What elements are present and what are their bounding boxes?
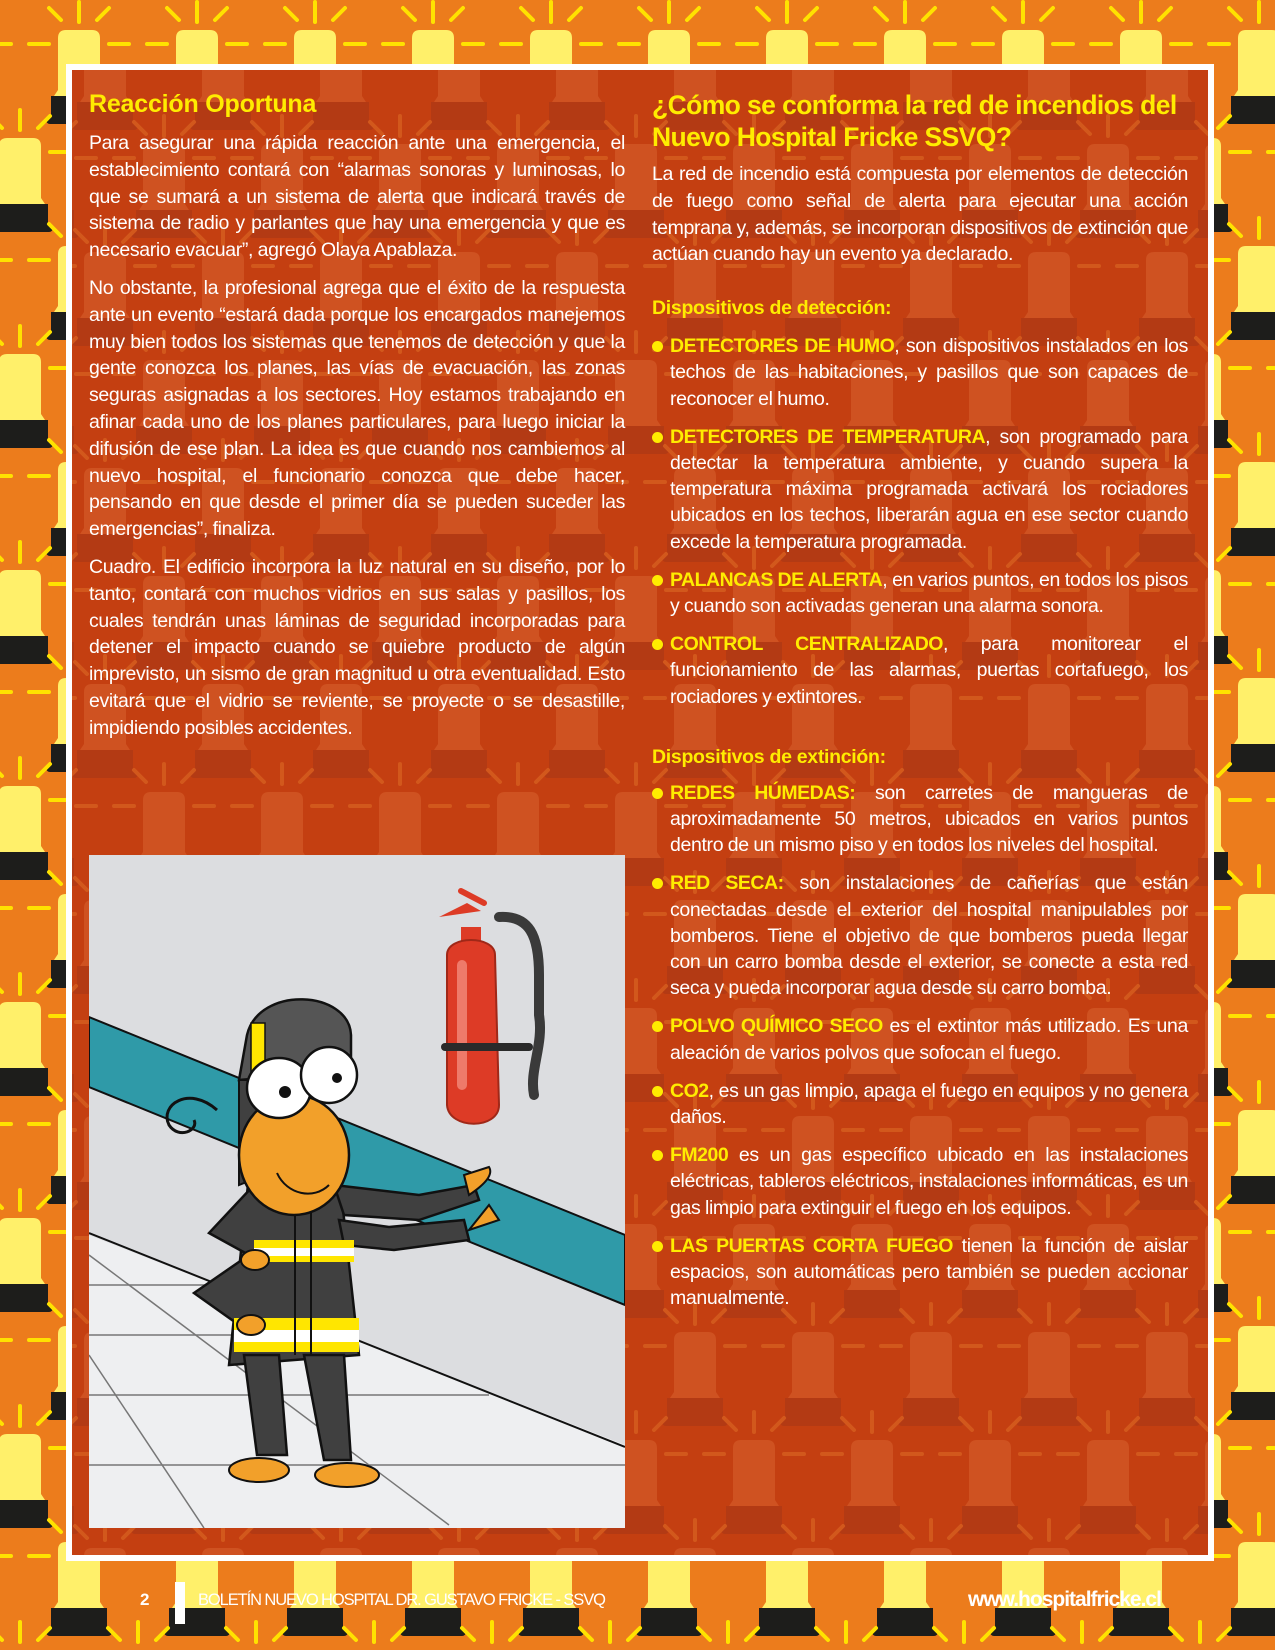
list-item	[652, 631, 1188, 710]
item-keyword: LAS PUERTAS CORTA FUEGO	[670, 1234, 953, 1257]
beacon-icon	[1268, 542, 1275, 664]
left-column	[89, 70, 625, 742]
list-item	[652, 567, 1188, 619]
beacon-icon	[0, 542, 70, 664]
beacon-icon	[822, 1412, 922, 1534]
beacon-icon	[0, 866, 11, 988]
beacon-icon	[1268, 974, 1275, 1096]
beacon-icon	[1209, 1082, 1275, 1204]
beacon-icon	[1268, 326, 1275, 448]
detection-list	[652, 333, 1188, 710]
extinction-list	[652, 780, 1188, 1312]
item-keyword: FM200	[670, 1144, 729, 1167]
beacon-icon	[0, 2, 11, 124]
item-text: es el extintor más utilizado. Es una aleación de varios polvos que sofocan el fuego.	[670, 1015, 1188, 1064]
beacon-icon	[1268, 758, 1275, 880]
beacon-icon	[0, 1406, 70, 1528]
beacon-icon	[1268, 1406, 1275, 1528]
item-keyword: PALANCAS DE ALERTA	[670, 568, 883, 591]
item-text: , son dispositivos instalados en los techos de las habitaciones, y pasillos que son capaces de reconocer el humo.	[670, 335, 1188, 410]
item-text: son instalaciones de cañerías que están conectadas desde el exterior del hospital manipulables por bomberos. Tiene el objetivo de que bomberos pueda llegar con un carro bomba desde el exterior, se conecte a esta red seca y pueda incorporar agua desde su carro bomba.	[670, 872, 1188, 1000]
beacon-icon	[1209, 434, 1275, 556]
list-item	[652, 1142, 1188, 1221]
bullet-icon	[652, 1086, 663, 1097]
list-item	[652, 333, 1188, 412]
list-item	[652, 1013, 1188, 1065]
bullet-icon	[652, 788, 663, 799]
beacon-icon	[1176, 1412, 1208, 1534]
bullet-icon	[652, 639, 663, 650]
item-keyword: RED SECA:	[670, 872, 784, 895]
item-text: tienen la función de aislar espacios, son automáticas pero también se pueden accionar manualmente.	[670, 1234, 1188, 1310]
section-title-red-incendios: ¿Cómo se conforma la red de incendios del Nuevo Hospital Fricke SSVQ?	[652, 90, 1177, 152]
beacon-icon	[0, 1082, 11, 1204]
beacon-icon	[1209, 2, 1275, 124]
item-keyword: CONTROL CENTRALIZADO	[670, 633, 943, 656]
beacon-icon	[1117, 1304, 1208, 1426]
page-number: 2	[140, 1590, 150, 1609]
beacon-icon	[881, 1304, 981, 1426]
paragraph: Cuadro. El edificio incorpora la luz natural en su diseño, por lo tanto, contará con muchos vidrios en sus salas y pasillos, los cuales tendrán unas láminas de seguridad incorporadas para detener el impacto cuando se quiebre producto de algún imprevisto, un sismo de gran magnitud u otra eventualidad. Esto evitará que el vidrio se reviente, se proyecte o se desastille, impidiendo posibles accidentes.	[89, 555, 625, 739]
item-text: son carretes de mangueras de aproximadamente 50 metros, ubicados en varios puntos dentro de un mismo piso y en todos los niveles del hospital.	[670, 781, 1188, 857]
list-item	[652, 1233, 1188, 1312]
bullet-icon	[652, 575, 663, 586]
list-item	[652, 780, 1188, 859]
paragraph: Para asegurar una rápida reacción ante una emergencia, el establecimiento contará con “alarmas sonoras y luminosas, lo que se sumará a un sistema de alerta que indicará través de sistema de radio y parlantes que hay una emergencia y que es necesario evacuar”, agregó Olaya Apablaza.	[89, 132, 625, 262]
beacon-icon	[1058, 1412, 1158, 1534]
beacon-icon	[0, 650, 11, 772]
beacon-icon	[0, 434, 11, 556]
section-title-reaccion: Reacción Oportuna	[89, 90, 317, 118]
beacon-icon	[1268, 1190, 1275, 1312]
website-link[interactable]: www.hospitalfricke.cl	[968, 1588, 1161, 1611]
beacon-icon	[0, 326, 70, 448]
beacon-icon	[645, 1304, 745, 1426]
bullet-icon	[652, 1241, 663, 1252]
intro-paragraph: La red de incendio está compuesta por elementos de detección de fuego como señal de alerta para ejecutar una acción temprana y, además, se incorporan dispositivos de extinción que actúan cuando hay un evento ya declarado.	[652, 163, 1188, 266]
page-footer	[0, 1570, 1275, 1630]
item-keyword: CO2	[670, 1079, 709, 1102]
item-keyword: POLVO QUÍMICO SECO	[670, 1015, 883, 1038]
beacon-icon	[0, 758, 70, 880]
footer-divider	[175, 1582, 185, 1624]
beacon-icon	[940, 1412, 1040, 1534]
beacon-icon	[1209, 866, 1275, 988]
content-panel	[72, 70, 1208, 1555]
list-item	[652, 1078, 1188, 1130]
beacon-icon	[0, 974, 70, 1096]
item-text: , en varios puntos, en todos los pisos y cuando son activadas generan una alarma sonora.	[670, 568, 1188, 618]
beacon-icon	[0, 110, 70, 232]
beacon-icon	[1209, 650, 1275, 772]
content-frame	[66, 64, 1214, 1561]
beacon-icon	[999, 1304, 1099, 1426]
bullet-icon	[652, 878, 663, 889]
bullet-icon	[652, 432, 663, 443]
bullet-icon	[652, 1021, 663, 1032]
item-text: , para monitorear el funcionamiento de las alarmas, puertas cortafuego, los rociadores y extintores.	[670, 633, 1188, 708]
beacon-icon	[763, 1304, 863, 1426]
item-text: , son programado para detectar la temperatura ambiente, y cuando supera la temperatura máxima programada activará los rociadores ubicados en los techos, liberarán agua en ese sector cuando excede la temperatura programada.	[670, 425, 1189, 553]
beacon-icon	[1209, 218, 1275, 340]
list-item	[652, 424, 1188, 555]
item-keyword: REDES HÚMEDAS:	[670, 781, 856, 804]
beacon-icon	[1268, 110, 1275, 232]
detection-heading: Dispositivos de detección:	[652, 297, 892, 320]
item-text: es un gas específico ubicado en las instalaciones eléctricas, tableros eléctricos, instalaciones informáticas, es un gas limpio para extinguir el fuego en los equipos.	[670, 1144, 1188, 1219]
item-text: , es un gas limpio, apaga el fuego en equipos y no genera daños.	[670, 1079, 1188, 1129]
extinction-heading: Dispositivos de extinción:	[652, 745, 886, 768]
beacon-icon	[704, 1412, 804, 1534]
paragraph: No obstante, la profesional agrega que el éxito de la respuesta ante un evento “estará dada porque los encargados manejemos muy bien todos los sistemas que tenemos de detección y que la gente conozca los planes, las vías de evacuación, las zonas seguras asignadas a los sectores. Hoy estamos trabajando en afinar cada uno de los planes particulares, para luego iniciar la difusión de ese plan. La idea es que cuando nos cambiemos al nuevo hospital, el funcionario conozca que debe hacer, pensando en que desde el primer día se pueden suceder las emergencias”, finaliza.	[89, 276, 625, 541]
firefighter-mascot-illustration	[89, 855, 625, 1528]
list-item	[652, 870, 1188, 1001]
beacon-icon	[1209, 1298, 1275, 1420]
publication-title: BOLETÍN NUEVO HOSPITAL DR. GUSTAVO FRICKE - SSVQ	[198, 1591, 605, 1609]
beacon-icon	[0, 1298, 11, 1420]
beacon-icon	[0, 218, 11, 340]
bullet-icon	[652, 341, 663, 352]
right-column	[652, 70, 1188, 1311]
mascot-drawing	[89, 855, 625, 1528]
item-keyword: DETECTORES DE HUMO	[670, 335, 895, 358]
beacon-icon	[0, 1190, 70, 1312]
item-keyword: DETECTORES DE TEMPERATURA	[670, 425, 986, 448]
bullet-icon	[652, 1150, 663, 1161]
